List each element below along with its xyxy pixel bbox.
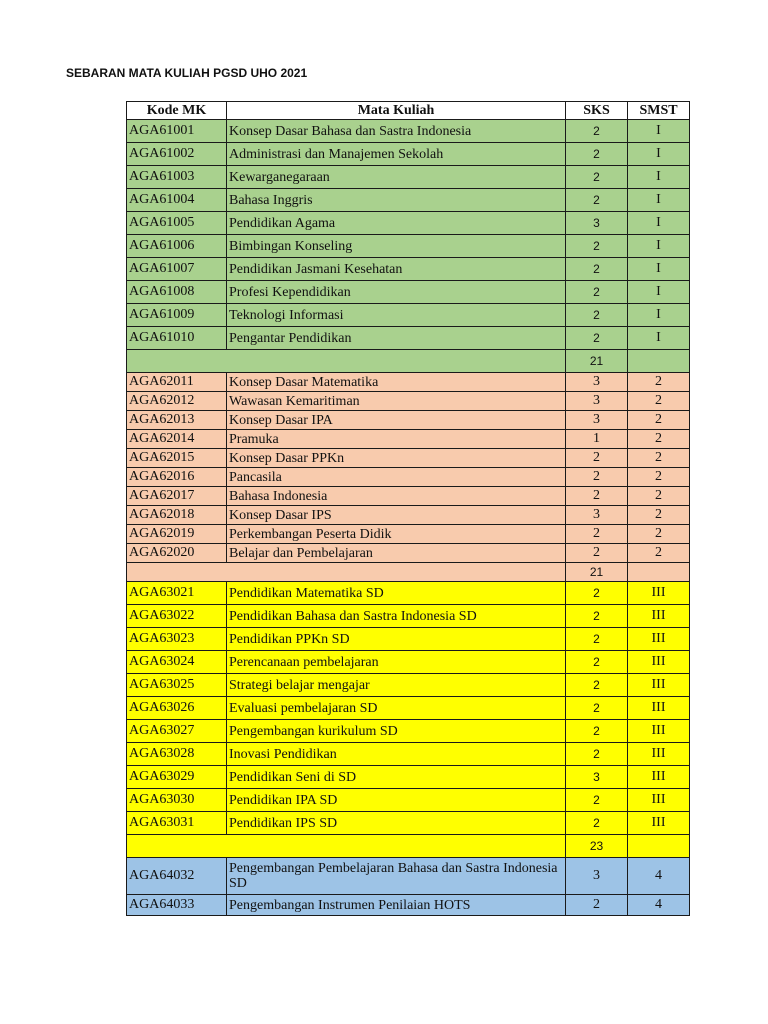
cell-sks: 2	[566, 327, 628, 350]
cell-sks: 2	[566, 120, 628, 143]
cell-smst: I	[628, 143, 690, 166]
cell-mata-kuliah: Profesi Kependidikan	[227, 281, 566, 304]
cell-smst: 4	[628, 895, 690, 916]
cell-smst: III	[628, 697, 690, 720]
cell-mata-kuliah: Teknologi Informasi	[227, 304, 566, 327]
cell-sks: 2	[566, 628, 628, 651]
cell-kode-mk: AGA62019	[127, 525, 227, 544]
header-smst: SMST	[628, 102, 690, 120]
cell-sks: 2	[566, 812, 628, 835]
cell-smst: I	[628, 304, 690, 327]
cell-kode-mk: AGA63021	[127, 582, 227, 605]
cell-mata-kuliah: Konsep Dasar Matematika	[227, 373, 566, 392]
cell-sks: 2	[566, 582, 628, 605]
cell-smst: 2	[628, 411, 690, 430]
subtotal-sks: 23	[566, 835, 628, 858]
cell-smst: I	[628, 189, 690, 212]
cell-mata-kuliah: Pancasila	[227, 468, 566, 487]
cell-kode-mk: AGA62012	[127, 392, 227, 411]
cell-smst: 2	[628, 430, 690, 449]
cell-sks: 3	[566, 212, 628, 235]
cell-kode-mk: AGA63026	[127, 697, 227, 720]
cell-mata-kuliah: Pendidikan Seni di SD	[227, 766, 566, 789]
table-row	[127, 895, 690, 916]
subtotal-sks: 21	[566, 350, 628, 373]
cell-sks: 2	[566, 697, 628, 720]
subtotal-smst-empty	[628, 835, 690, 858]
table-row	[127, 281, 690, 304]
table-row	[127, 506, 690, 525]
cell-kode-mk: AGA61005	[127, 212, 227, 235]
table-row	[127, 544, 690, 563]
cell-mata-kuliah: Pendidikan Matematika SD	[227, 582, 566, 605]
cell-kode-mk: AGA61006	[127, 235, 227, 258]
table-row	[127, 720, 690, 743]
header-mata-kuliah: Mata Kuliah	[227, 102, 566, 120]
cell-kode-mk: AGA61007	[127, 258, 227, 281]
cell-smst: I	[628, 166, 690, 189]
cell-kode-mk: AGA62020	[127, 544, 227, 563]
header-kode-mk: Kode MK	[127, 102, 227, 120]
cell-sks: 2	[566, 544, 628, 563]
subtotal-row	[127, 835, 690, 858]
cell-mata-kuliah: Perkembangan Peserta Didik	[227, 525, 566, 544]
cell-mata-kuliah: Wawasan Kemaritiman	[227, 392, 566, 411]
table-row	[127, 582, 690, 605]
cell-mata-kuliah: Pengembangan Instrumen Penilaian HOTS	[227, 895, 566, 916]
cell-kode-mk: AGA63027	[127, 720, 227, 743]
cell-mata-kuliah: Administrasi dan Manajemen Sekolah	[227, 143, 566, 166]
cell-sks: 2	[566, 189, 628, 212]
subtotal-row	[127, 563, 690, 582]
cell-smst: 4	[628, 858, 690, 895]
cell-smst: III	[628, 743, 690, 766]
cell-mata-kuliah: Kewarganegaraan	[227, 166, 566, 189]
cell-smst: I	[628, 258, 690, 281]
subtotal-sks: 21	[566, 563, 628, 582]
cell-kode-mk: AGA61008	[127, 281, 227, 304]
cell-sks: 2	[566, 468, 628, 487]
cell-smst: III	[628, 789, 690, 812]
cell-kode-mk: AGA61001	[127, 120, 227, 143]
cell-sks: 2	[566, 525, 628, 544]
table-row	[127, 651, 690, 674]
cell-mata-kuliah: Pengembangan kurikulum SD	[227, 720, 566, 743]
cell-smst: I	[628, 281, 690, 304]
table-row	[127, 411, 690, 430]
table-row	[127, 304, 690, 327]
cell-sks: 2	[566, 235, 628, 258]
table-row	[127, 430, 690, 449]
table-row	[127, 674, 690, 697]
cell-sks: 2	[566, 605, 628, 628]
document-title: SEBARAN MATA KULIAH PGSD UHO 2021	[66, 66, 308, 80]
header-sks: SKS	[566, 102, 628, 120]
cell-mata-kuliah: Konsep Dasar PPKn	[227, 449, 566, 468]
cell-kode-mk: AGA63022	[127, 605, 227, 628]
cell-sks: 2	[566, 258, 628, 281]
table-header	[127, 102, 690, 120]
cell-mata-kuliah: Pendidikan PPKn SD	[227, 628, 566, 651]
cell-smst: III	[628, 605, 690, 628]
cell-kode-mk: AGA62016	[127, 468, 227, 487]
cell-smst: I	[628, 120, 690, 143]
table-row	[127, 789, 690, 812]
cell-mata-kuliah: Pendidikan IPS SD	[227, 812, 566, 835]
cell-sks: 3	[566, 506, 628, 525]
table-row	[127, 392, 690, 411]
subtotal-smst-empty	[628, 563, 690, 582]
cell-kode-mk: AGA61002	[127, 143, 227, 166]
cell-sks: 2	[566, 789, 628, 812]
cell-mata-kuliah: Bahasa Indonesia	[227, 487, 566, 506]
cell-sks: 2	[566, 449, 628, 468]
cell-sks: 3	[566, 411, 628, 430]
cell-mata-kuliah: Pengantar Pendidikan	[227, 327, 566, 350]
cell-smst: III	[628, 674, 690, 697]
cell-smst: 2	[628, 373, 690, 392]
cell-mata-kuliah: Bimbingan Konseling	[227, 235, 566, 258]
cell-smst: 2	[628, 392, 690, 411]
cell-mata-kuliah: Konsep Dasar IPS	[227, 506, 566, 525]
cell-kode-mk: AGA62017	[127, 487, 227, 506]
cell-smst: III	[628, 628, 690, 651]
subtotal-spacer	[127, 563, 566, 582]
table-row	[127, 812, 690, 835]
cell-kode-mk: AGA62015	[127, 449, 227, 468]
cell-smst: III	[628, 766, 690, 789]
cell-kode-mk: AGA62014	[127, 430, 227, 449]
cell-kode-mk: AGA62011	[127, 373, 227, 392]
table-row	[127, 487, 690, 506]
table-row	[127, 189, 690, 212]
cell-kode-mk: AGA64032	[127, 858, 227, 895]
cell-mata-kuliah: Evaluasi pembelajaran SD	[227, 697, 566, 720]
cell-mata-kuliah: Konsep Dasar IPA	[227, 411, 566, 430]
table-row	[127, 525, 690, 544]
table-row	[127, 743, 690, 766]
course-table	[126, 101, 690, 916]
cell-mata-kuliah: Belajar dan Pembelajaran	[227, 544, 566, 563]
cell-sks: 2	[566, 304, 628, 327]
table-row	[127, 143, 690, 166]
cell-mata-kuliah: Bahasa Inggris	[227, 189, 566, 212]
cell-kode-mk: AGA64033	[127, 895, 227, 916]
table-row	[127, 235, 690, 258]
cell-mata-kuliah: Inovasi Pendidikan	[227, 743, 566, 766]
table-body	[127, 120, 690, 916]
cell-sks: 2	[566, 895, 628, 916]
cell-kode-mk: AGA63023	[127, 628, 227, 651]
cell-sks: 2	[566, 651, 628, 674]
cell-kode-mk: AGA63031	[127, 812, 227, 835]
cell-smst: III	[628, 582, 690, 605]
cell-mata-kuliah: Pendidikan Bahasa dan Sastra Indonesia SD	[227, 605, 566, 628]
table-row	[127, 212, 690, 235]
cell-mata-kuliah: Pendidikan Agama	[227, 212, 566, 235]
cell-sks: 3	[566, 373, 628, 392]
cell-kode-mk: AGA63028	[127, 743, 227, 766]
table-row	[127, 468, 690, 487]
subtotal-spacer	[127, 350, 566, 373]
cell-smst: 2	[628, 487, 690, 506]
table-row	[127, 697, 690, 720]
cell-sks: 1	[566, 430, 628, 449]
cell-kode-mk: AGA61003	[127, 166, 227, 189]
cell-sks: 2	[566, 720, 628, 743]
cell-kode-mk: AGA61004	[127, 189, 227, 212]
cell-sks: 2	[566, 281, 628, 304]
cell-mata-kuliah: Pendidikan IPA SD	[227, 789, 566, 812]
table-row	[127, 120, 690, 143]
cell-kode-mk: AGA63030	[127, 789, 227, 812]
cell-sks: 2	[566, 674, 628, 697]
cell-sks: 3	[566, 766, 628, 789]
cell-smst: I	[628, 212, 690, 235]
cell-kode-mk: AGA62018	[127, 506, 227, 525]
subtotal-spacer	[127, 835, 566, 858]
cell-kode-mk: AGA63025	[127, 674, 227, 697]
subtotal-row	[127, 350, 690, 373]
cell-sks: 2	[566, 166, 628, 189]
cell-mata-kuliah: Pendidikan Jasmani Kesehatan	[227, 258, 566, 281]
cell-smst: 2	[628, 449, 690, 468]
cell-kode-mk: AGA63024	[127, 651, 227, 674]
cell-sks: 2	[566, 743, 628, 766]
table-row	[127, 166, 690, 189]
cell-kode-mk: AGA63029	[127, 766, 227, 789]
cell-smst: III	[628, 812, 690, 835]
table-row	[127, 858, 690, 895]
cell-mata-kuliah: Konsep Dasar Bahasa dan Sastra Indonesia	[227, 120, 566, 143]
cell-mata-kuliah: Strategi belajar mengajar	[227, 674, 566, 697]
table-row	[127, 449, 690, 468]
cell-smst: I	[628, 235, 690, 258]
cell-sks: 2	[566, 487, 628, 506]
subtotal-smst-empty	[628, 350, 690, 373]
cell-smst: 2	[628, 506, 690, 525]
cell-smst: I	[628, 327, 690, 350]
cell-mata-kuliah: Perencanaan pembelajaran	[227, 651, 566, 674]
cell-sks: 2	[566, 143, 628, 166]
cell-smst: 2	[628, 544, 690, 563]
table-row	[127, 605, 690, 628]
table-row	[127, 373, 690, 392]
cell-mata-kuliah: Pramuka	[227, 430, 566, 449]
cell-smst: III	[628, 651, 690, 674]
cell-kode-mk: AGA61010	[127, 327, 227, 350]
cell-kode-mk: AGA62013	[127, 411, 227, 430]
table-row	[127, 327, 690, 350]
table-row	[127, 628, 690, 651]
cell-sks: 3	[566, 858, 628, 895]
cell-smst: 2	[628, 468, 690, 487]
table-row	[127, 766, 690, 789]
cell-smst: 2	[628, 525, 690, 544]
cell-kode-mk: AGA61009	[127, 304, 227, 327]
cell-sks: 3	[566, 392, 628, 411]
table-row	[127, 258, 690, 281]
cell-mata-kuliah: Pengembangan Pembelajaran Bahasa dan Sastra Indonesia SD	[227, 858, 566, 895]
cell-smst: III	[628, 720, 690, 743]
